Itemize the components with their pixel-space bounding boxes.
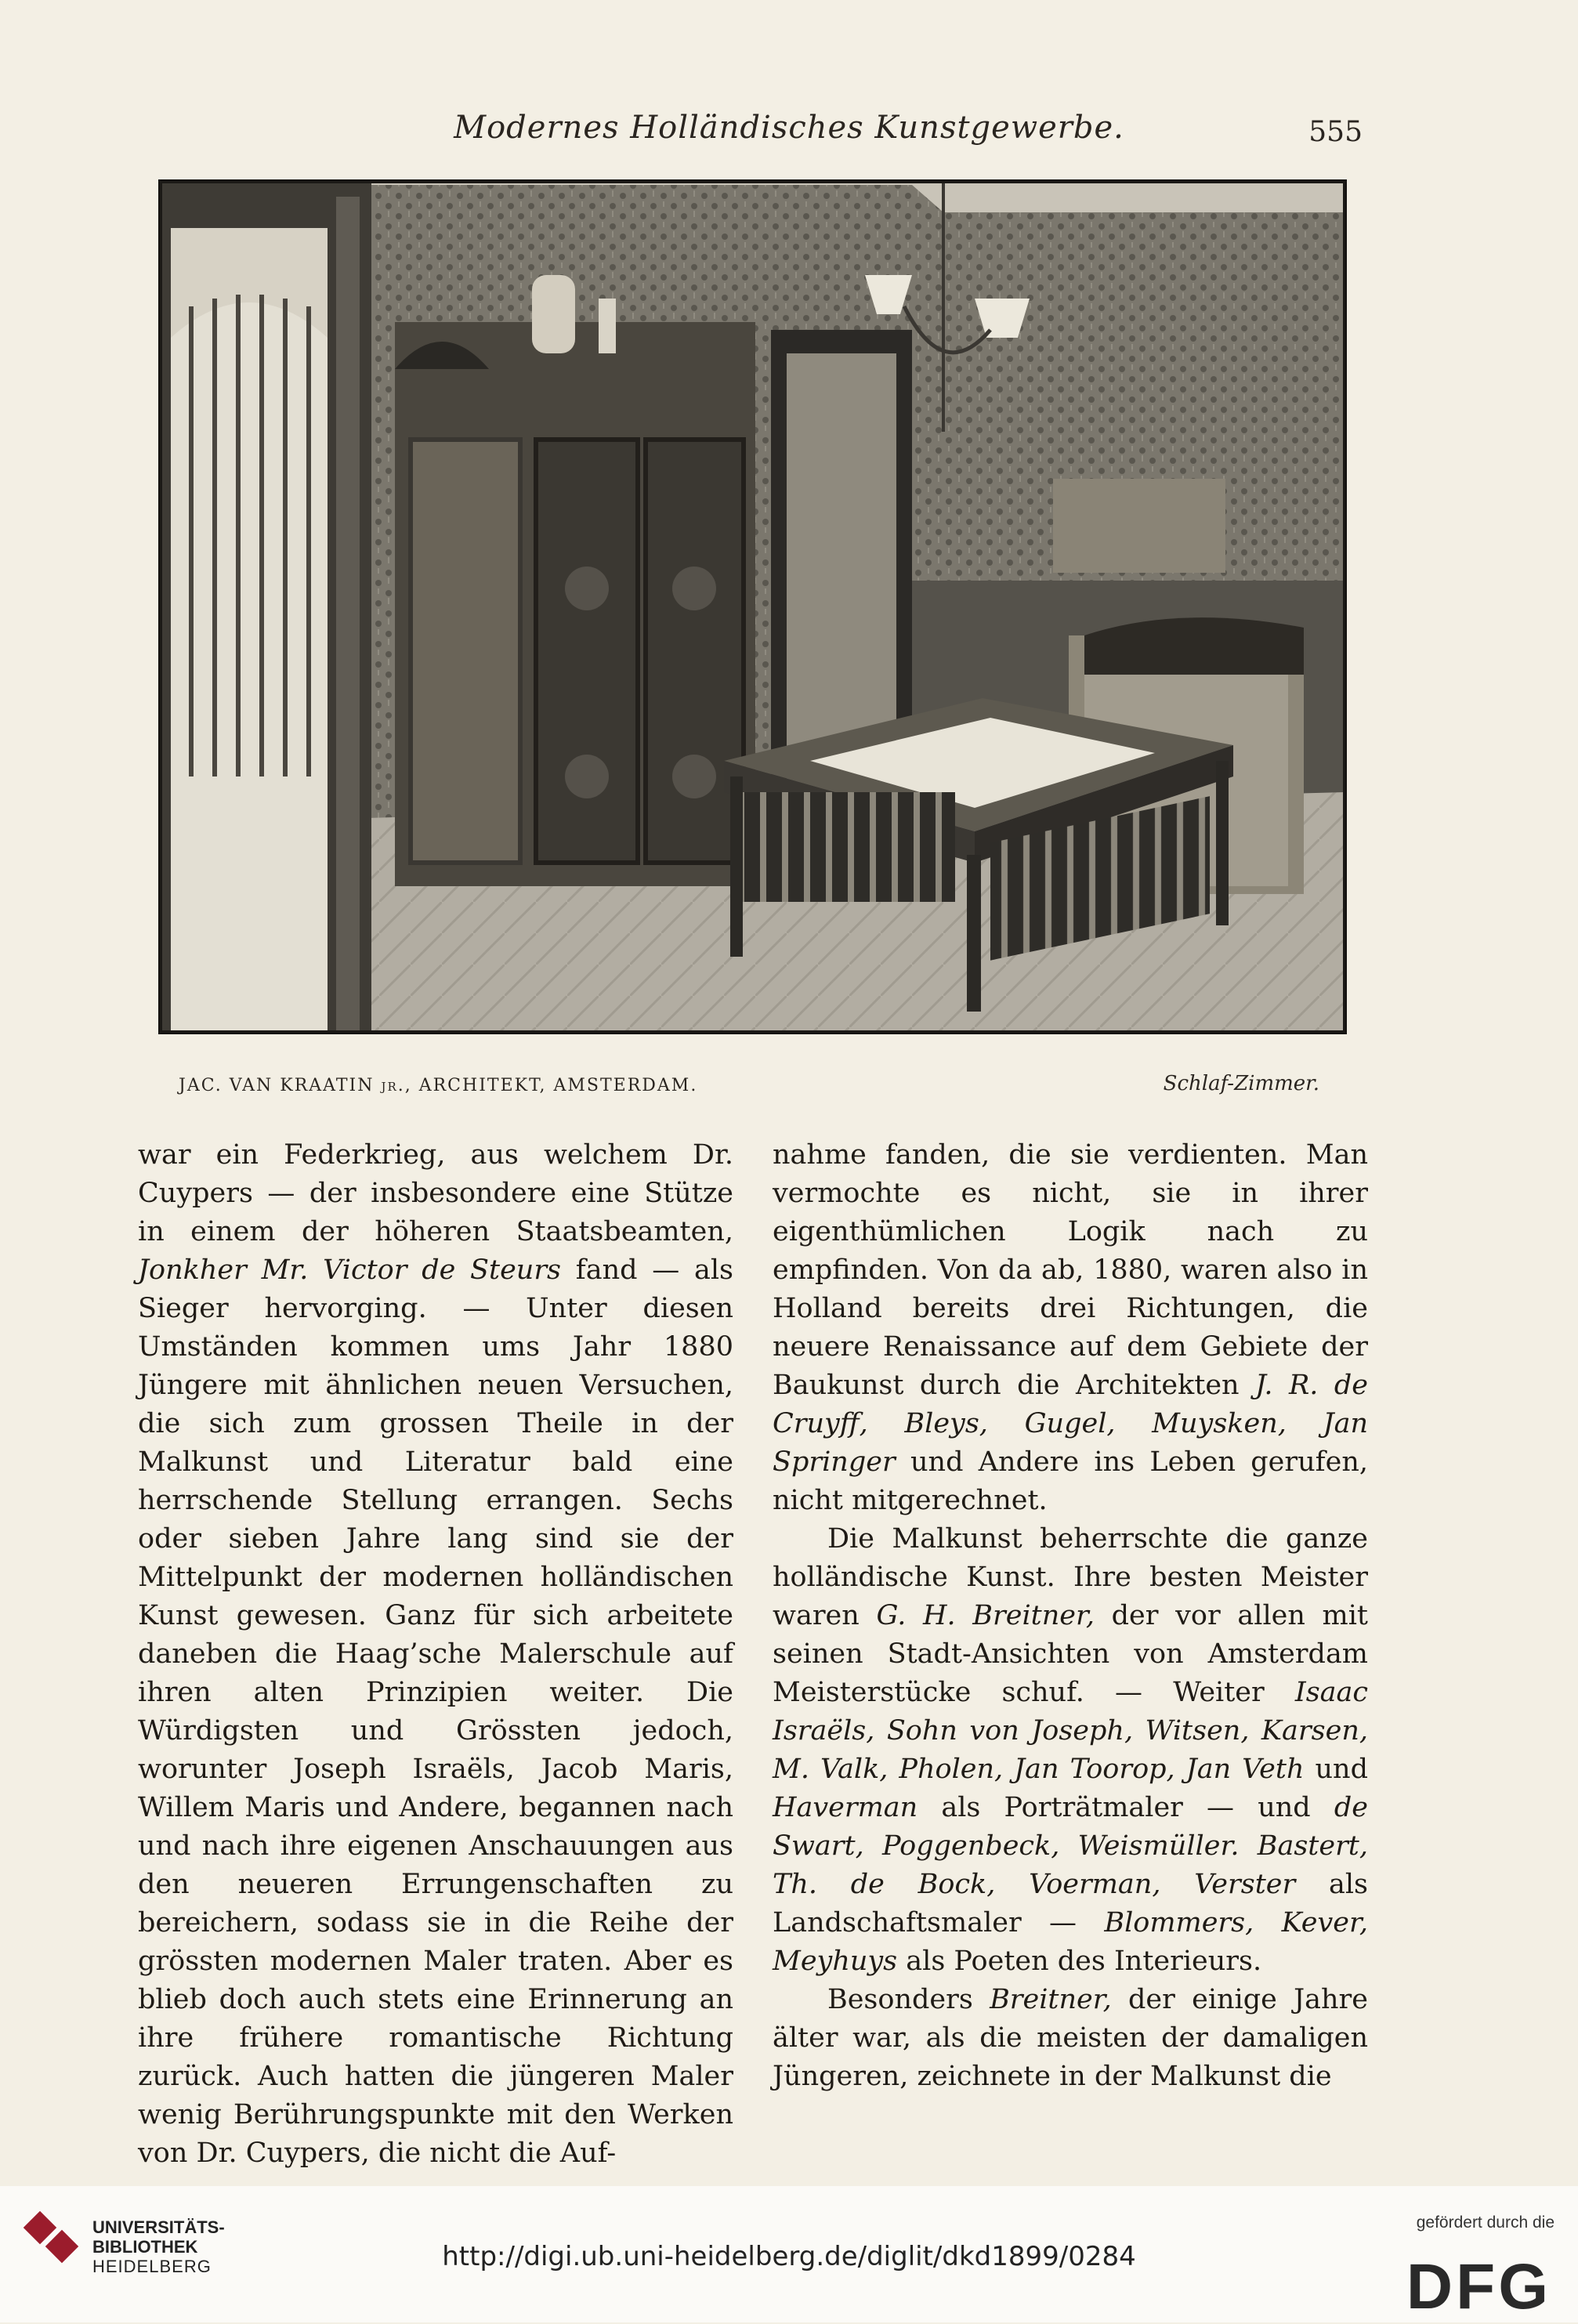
paragraph: Besonders Breitner, der einige Jahre älter war, als die meisten der damaligen Jüngeren, zeichnete in der Malkunst die (773, 1984, 1368, 2092)
dfg-logo: DFG (1406, 2251, 1551, 2322)
paragraph: Die Malkunst beherrschte die ganze holländische Kunst. Ihre besten Meister waren G. H. Breitner, der vor allen mit seinen Stadt-Ansichten von Amsterdam Meisterstücke schuf. — Weiter Isaac Israëls, Sohn von Joseph, Witsen, Karsen, M. Valk, Pholen, Jan Toorop, Jan Veth und Haverman als Porträtmaler — und de Swart, Poggenbeck, Weismüller. Bastert, Th. de Bock, Voerman, Verster als Landschaftsmaler — Blommers, Kever, Meyhuys als Poeten des Interieurs. (773, 1523, 1369, 1977)
figure-caption-title: Schlaf-Zimmer. (1163, 1072, 1319, 1095)
permalink-url[interactable]: http://digi.ub.uni-heidelberg.de/diglit/dkd1899/0284 (442, 2241, 1136, 2272)
right-text-column (773, 1136, 1368, 2096)
digitization-footer (0, 2186, 1578, 2322)
paragraph: nahme fanden, die sie verdienten. Man vermochte es nicht, sie in ihrer eigenthümlichen Logik nach zu empfinden. Von da ab, 1880, waren also in Holland bereits drei Richtungen, die neuere Renaissance auf dem Gebiete der Baukunst durch die Architekten J. R. de Cruyff, Bleys, Gugel, Muysken, Jan Springer und Andere ins Leben gerufen, nicht mitgerechnet. (773, 1139, 1368, 1516)
institution-name: UNIVERSITÄTS- BIBLIOTHEK HEIDELBERG (92, 2217, 225, 2276)
left-text-column (138, 1136, 733, 2173)
running-title: Modernes Holländisches Kunstgewerbe. (454, 110, 1124, 146)
page-number: 555 (1308, 116, 1363, 148)
paragraph: war ein Federkrieg, aus welchem Dr. Cuypers — der insbesondere eine Stütze in einem der höheren Staatsbeamten, Jonkher Mr. Victor de Steurs fand — als Sieger hervorging. — Unter diesen Umständen kommen ums Jahr 1880 Jüngere mit ähnlichen neuen Versuchen, die sich zum grossen Theile in der Malkunst und Literatur bald eine herrschende Stellung errangen. Sechs oder sieben Jahre lang sind sie der Mittelpunkt der modernen holländischen Kunst gewesen. Ganz für sich arbeitete daneben die Haag’sche Malerschule auf ihren alten Prinzipien weiter. Die Würdigsten und Grössten jedoch, worunter Joseph Israëls, Jacob Maris, Willem Maris und Andere, begannen nach und nach ihre eigenen Anschauungen aus den neueren Errungenschaften zu bereichern, sodass sie in die Reihe der grössten modernen Maler traten. Aber es blieb doch auch stets eine Erinnerung an ihre frühere romantische Richtung zurück. Auch hatten die jüngeren Maler wenig Berührungspunkte mit den Werken von Dr. Cuypers, die nicht die Auf- (138, 1139, 733, 2169)
figure-caption-architect: JAC. VAN KRAATIN jr., ARCHITEKT, AMSTERDAM. (179, 1076, 698, 1095)
bedroom-photograph (158, 179, 1347, 1034)
funding-note: gefördert durch die (1416, 2214, 1554, 2232)
